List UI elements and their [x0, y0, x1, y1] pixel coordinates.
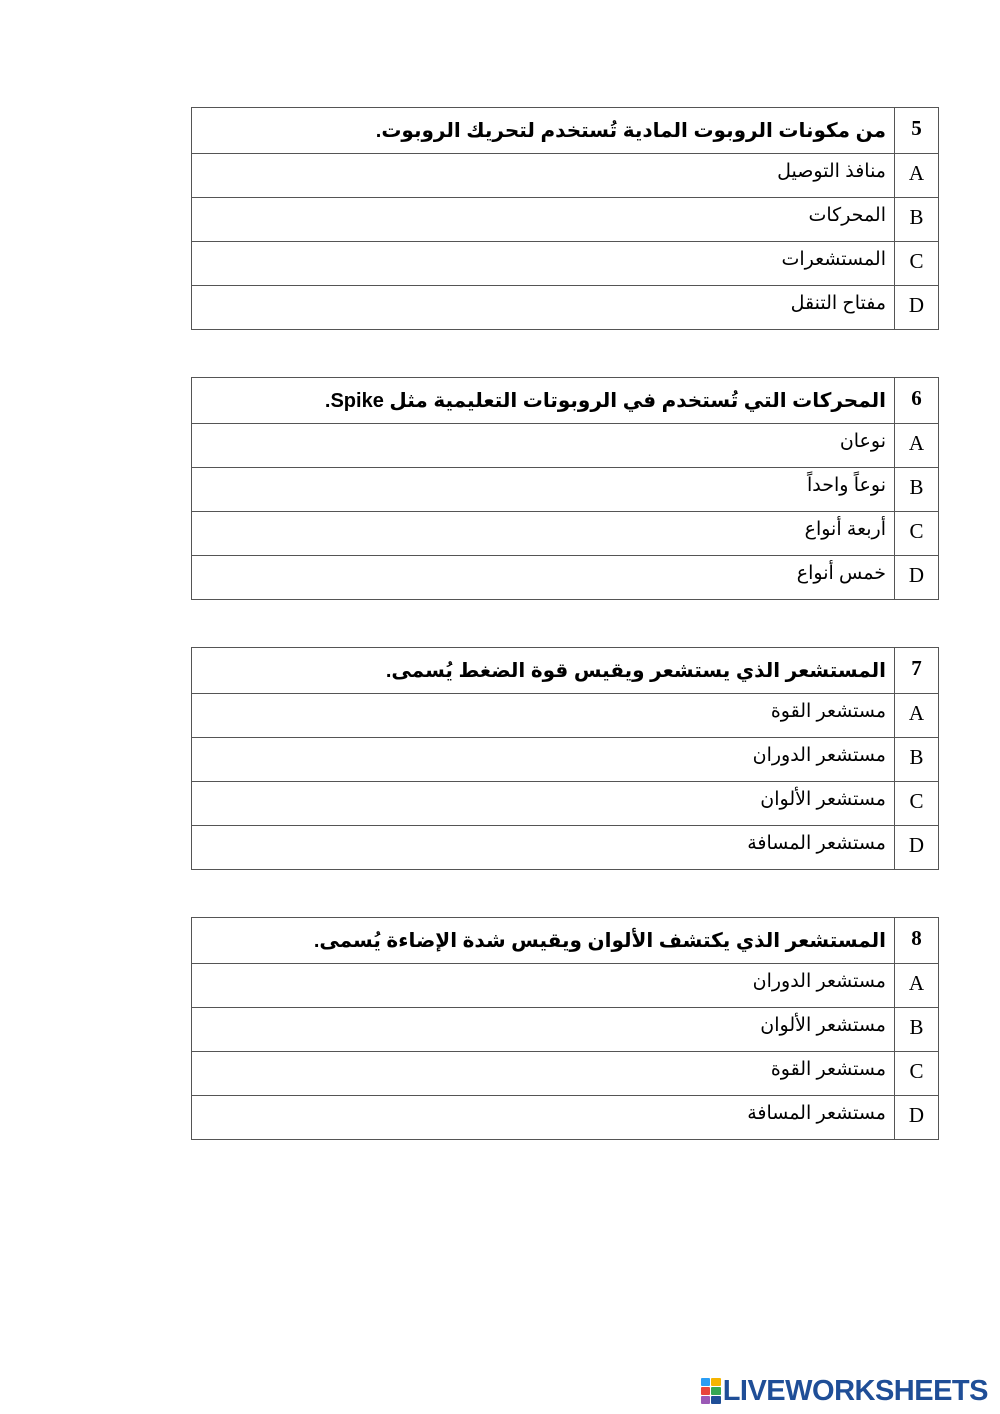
option-letter: C	[895, 1052, 939, 1096]
option-letter: B	[895, 198, 939, 242]
option-row[interactable]	[192, 512, 939, 556]
option-row[interactable]	[192, 826, 939, 870]
option-row[interactable]	[192, 1052, 939, 1096]
option-row[interactable]	[192, 694, 939, 738]
option-letter: A	[895, 964, 939, 1008]
question-row	[192, 918, 939, 964]
option-text[interactable]: خمس أنواع	[192, 556, 895, 600]
option-row[interactable]	[192, 154, 939, 198]
option-letter: D	[895, 286, 939, 330]
option-text[interactable]: نوعاً واحداً	[192, 468, 895, 512]
option-letter: D	[895, 1096, 939, 1140]
option-letter: C	[895, 512, 939, 556]
option-text[interactable]: أربعة أنواع	[192, 512, 895, 556]
question-number: 8	[895, 918, 939, 964]
option-text[interactable]: المستشعرات	[192, 242, 895, 286]
option-text[interactable]: مفتاح التنقل	[192, 286, 895, 330]
question-row	[192, 108, 939, 154]
liveworksheets-logo[interactable]	[701, 1374, 988, 1408]
option-row[interactable]	[192, 424, 939, 468]
question-number: 5	[895, 108, 939, 154]
option-text[interactable]: منافذ التوصيل	[192, 154, 895, 198]
option-text[interactable]: مستشعر الدوران	[192, 738, 895, 782]
option-text[interactable]: المحركات	[192, 198, 895, 242]
question-table	[191, 647, 939, 870]
option-text[interactable]: مستشعر المسافة	[192, 1096, 895, 1140]
option-row[interactable]	[192, 1096, 939, 1140]
question-text: من مكونات الروبوت المادية تُستخدم لتحريك الروبوت.	[192, 108, 895, 154]
option-row[interactable]	[192, 286, 939, 330]
option-row[interactable]	[192, 964, 939, 1008]
option-row[interactable]	[192, 1008, 939, 1052]
question-row	[192, 648, 939, 694]
question-table	[191, 377, 939, 600]
option-letter: B	[895, 1008, 939, 1052]
option-row[interactable]	[192, 198, 939, 242]
option-letter: B	[895, 738, 939, 782]
option-row[interactable]	[192, 738, 939, 782]
option-row[interactable]	[192, 556, 939, 600]
question-table	[191, 107, 939, 330]
option-letter: C	[895, 782, 939, 826]
question-number: 7	[895, 648, 939, 694]
question-row	[192, 378, 939, 424]
question-number: 6	[895, 378, 939, 424]
option-letter: A	[895, 154, 939, 198]
question-text: المستشعر الذي يستشعر ويقيس قوة الضغط يُسمى.	[192, 648, 895, 694]
option-text[interactable]: مستشعر المسافة	[192, 826, 895, 870]
option-letter: D	[895, 556, 939, 600]
liveworksheets-logo-icon	[701, 1378, 721, 1404]
question-table	[191, 917, 939, 1140]
option-row[interactable]	[192, 782, 939, 826]
option-text[interactable]: مستشعر الألوان	[192, 782, 895, 826]
question-text: المستشعر الذي يكتشف الألوان ويقيس شدة الإضاءة يُسمى.	[192, 918, 895, 964]
option-row[interactable]	[192, 242, 939, 286]
option-row[interactable]	[192, 468, 939, 512]
option-text[interactable]: مستشعر الألوان	[192, 1008, 895, 1052]
question-text: المحركات التي تُستخدم في الروبوتات التعليمية مثل Spike.	[192, 378, 895, 424]
option-letter: D	[895, 826, 939, 870]
option-letter: B	[895, 468, 939, 512]
option-text[interactable]: مستشعر القوة	[192, 694, 895, 738]
option-letter: A	[895, 424, 939, 468]
option-letter: A	[895, 694, 939, 738]
option-text[interactable]: نوعان	[192, 424, 895, 468]
option-text[interactable]: مستشعر الدوران	[192, 964, 895, 1008]
option-text[interactable]: مستشعر القوة	[192, 1052, 895, 1096]
brand-name: LIVEWORKSHEETS	[722, 1374, 988, 1407]
option-letter: C	[895, 242, 939, 286]
